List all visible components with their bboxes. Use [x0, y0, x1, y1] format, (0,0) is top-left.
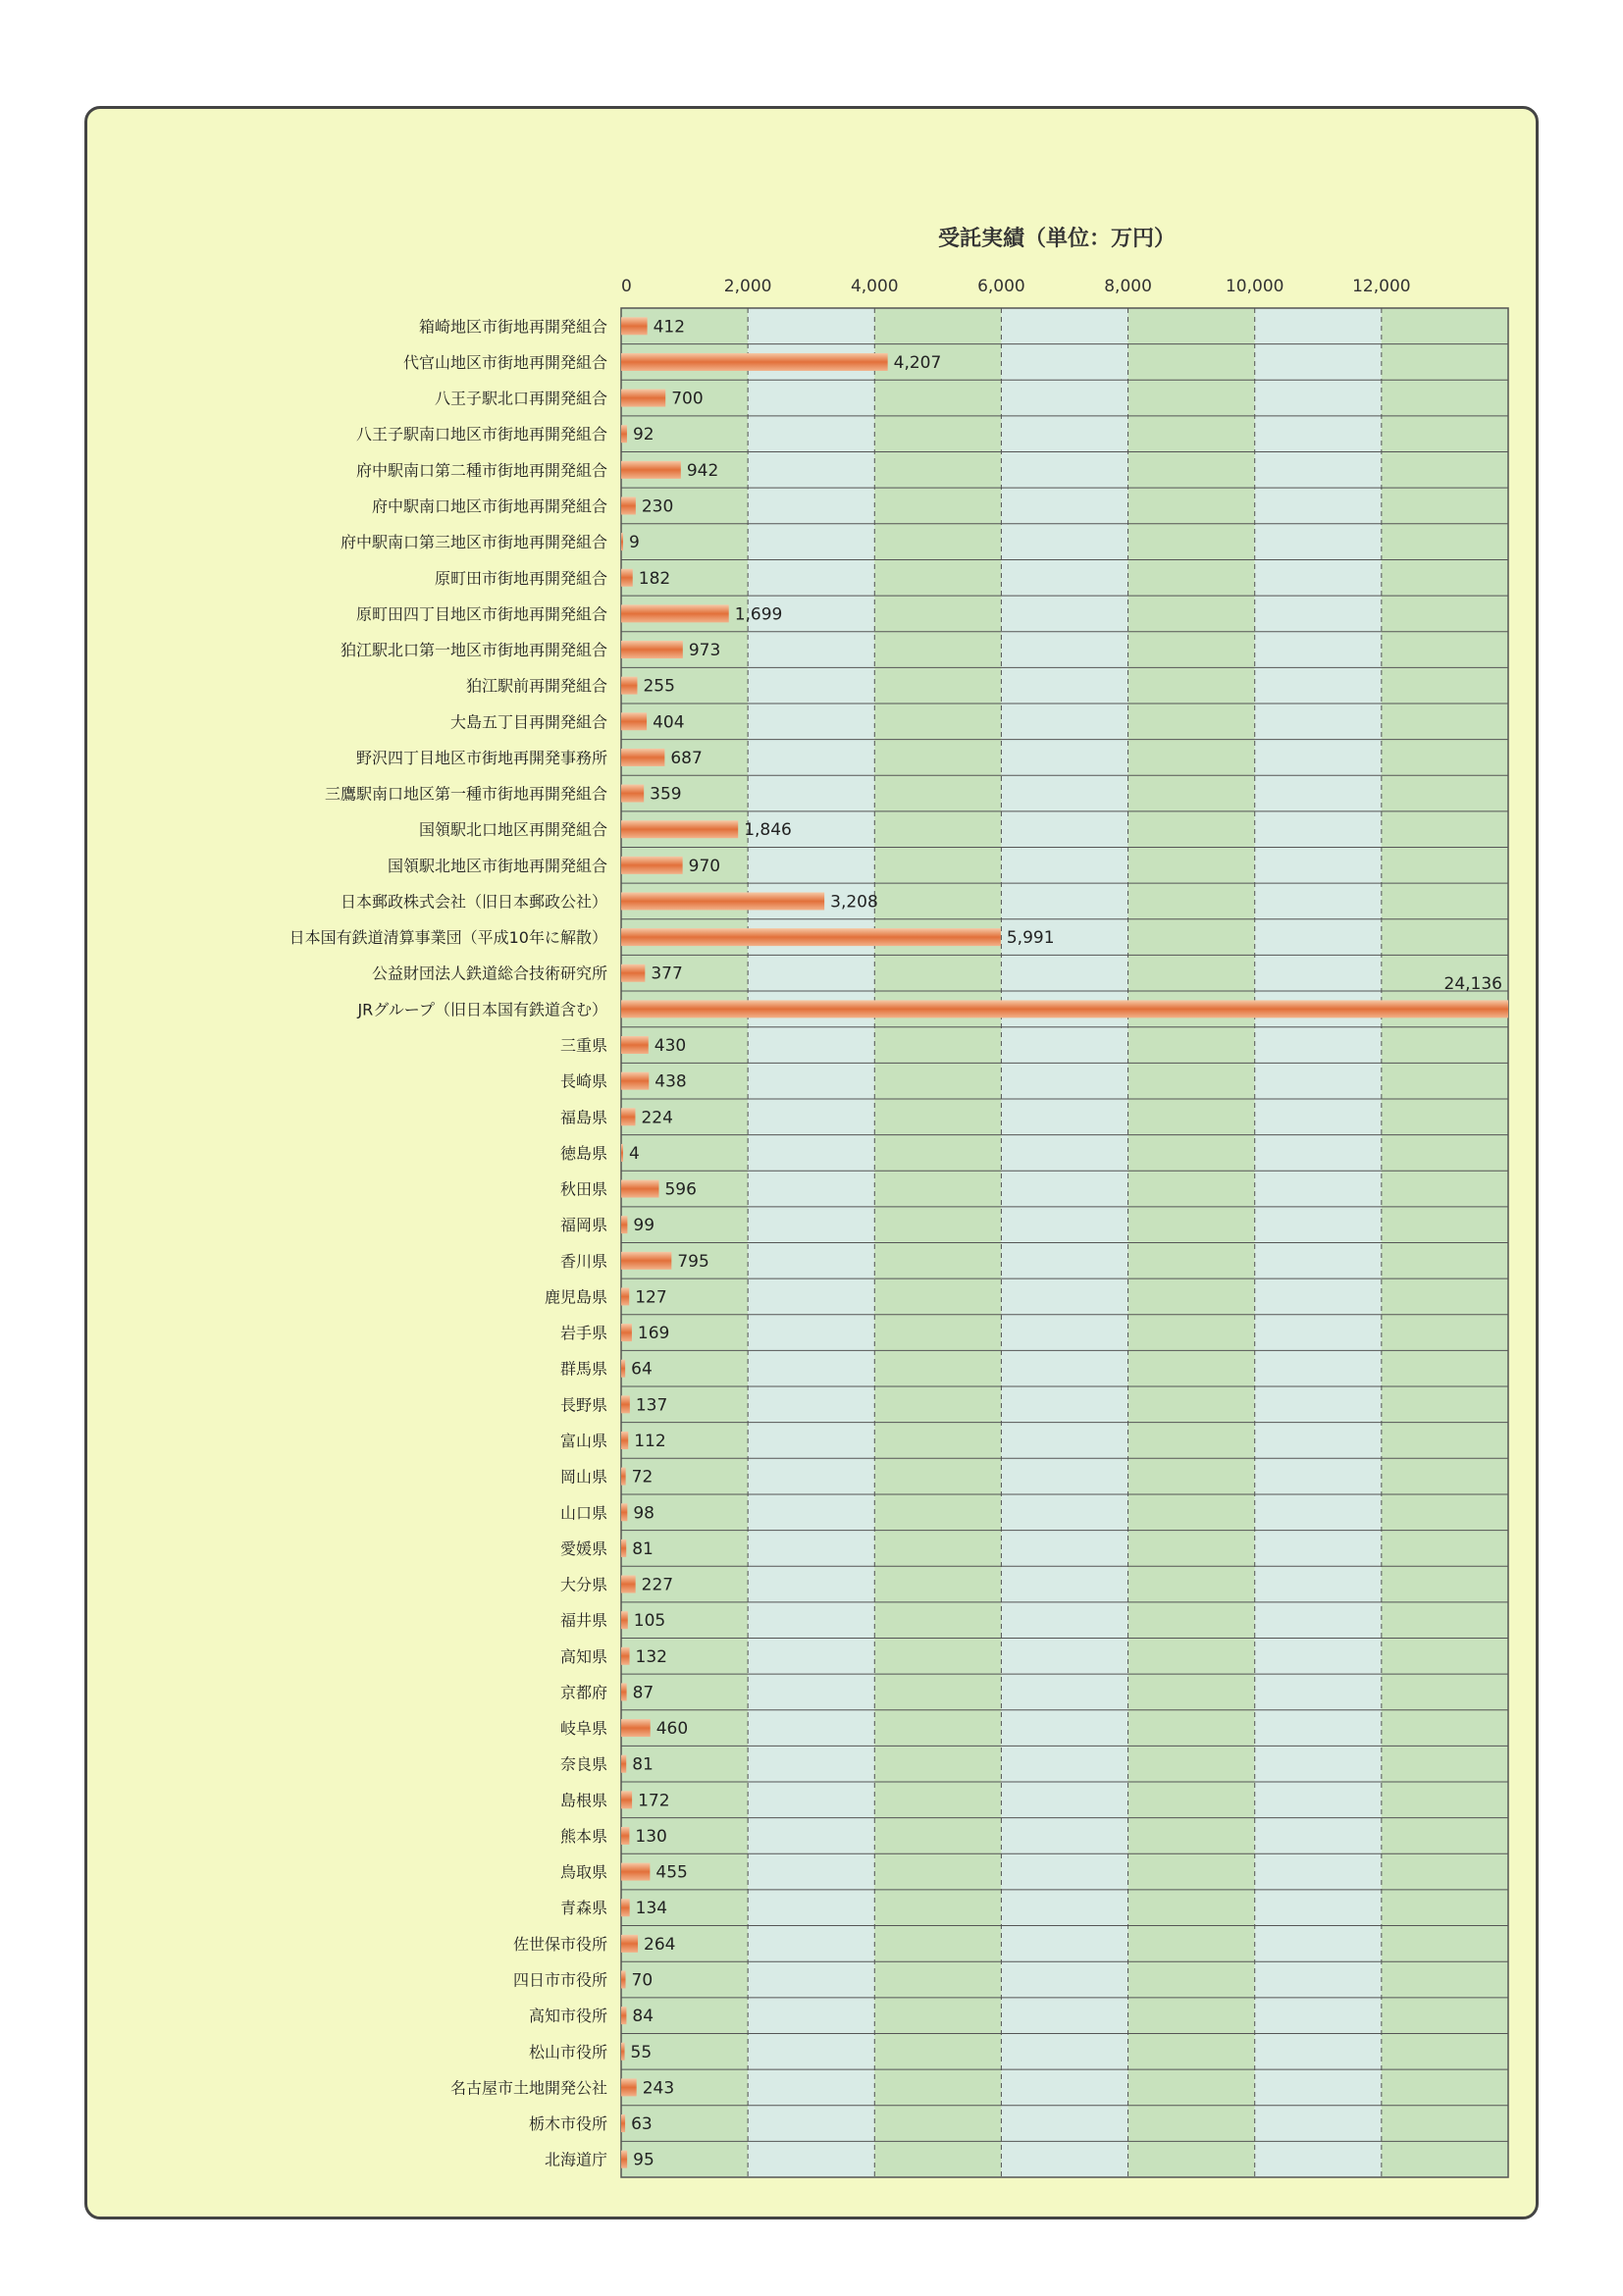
value-label: 87 [632, 1683, 654, 1703]
value-label: 84 [632, 2007, 654, 2027]
value-label: 1,699 [734, 604, 783, 625]
category-label: 奈良県 [559, 1754, 607, 1774]
category-label: 栃木市役所 [528, 2114, 607, 2134]
value-label: 81 [632, 1754, 654, 1775]
value-label: 98 [633, 1503, 654, 1524]
category-label: 日本国有鉄道清算事業団（平成10年に解散） [288, 928, 607, 948]
bar [621, 1287, 629, 1305]
bar [621, 1108, 635, 1125]
value-label: 970 [688, 856, 721, 876]
value-label: 72 [631, 1467, 654, 1487]
category-label: 高知県 [559, 1646, 607, 1666]
category-label: 岐阜県 [559, 1719, 607, 1739]
category-label: 三重県 [559, 1036, 607, 1056]
category-label: 国領駅北口地区再開発組合 [418, 820, 607, 840]
value-label: 99 [633, 1216, 655, 1236]
bar [621, 1647, 630, 1665]
bar [621, 604, 729, 622]
value-label: 230 [641, 496, 674, 517]
bar [621, 1072, 649, 1090]
x-tick-label: 12,000 [1352, 277, 1411, 296]
category-label: 鳥取県 [559, 1862, 607, 1882]
bar [621, 857, 683, 874]
value-label: 95 [633, 2150, 654, 2170]
bar [621, 1683, 627, 1700]
value-label: 438 [654, 1071, 687, 1092]
value-label: 9 [629, 533, 640, 553]
bar [621, 1539, 626, 1557]
category-label: 府中駅南口第三地区市街地再開発組合 [340, 533, 607, 552]
bar [621, 1791, 632, 1808]
category-label: 山口県 [559, 1503, 607, 1523]
value-label: 130 [635, 1826, 667, 1847]
category-label: 島根県 [559, 1791, 607, 1810]
bar [621, 820, 738, 838]
category-label: 京都府 [559, 1683, 607, 1702]
category-label: 愛媛県 [559, 1539, 607, 1558]
category-label: 八王子駅南口地区市街地再開発組合 [355, 425, 607, 444]
bar [621, 749, 664, 766]
category-label: 長野県 [559, 1395, 607, 1415]
bar [621, 928, 1001, 946]
bar [621, 1755, 626, 1773]
bar [621, 1719, 651, 1737]
value-label: 24,136 [1443, 974, 1502, 995]
value-label: 134 [635, 1899, 668, 1919]
bar [621, 1432, 628, 1449]
category-label: 野沢四丁目地区市街地再開発事務所 [355, 748, 607, 767]
value-label: 1,846 [744, 820, 792, 841]
category-label: 松山市役所 [528, 2042, 607, 2061]
category-label: 狛江駅北口第一地区市街地再開発組合 [340, 641, 607, 660]
value-label: 55 [630, 2042, 653, 2062]
value-label: 105 [633, 1611, 666, 1632]
bar [621, 1576, 636, 1593]
category-label: 三鷹駅南口地区第一種市街地再開発組合 [324, 784, 607, 804]
bar [621, 1395, 630, 1413]
category-label: 長崎県 [559, 1071, 607, 1091]
value-label: 455 [655, 1862, 688, 1883]
value-label: 182 [638, 568, 671, 589]
value-label: 4 [629, 1143, 640, 1164]
category-label: 四日市市役所 [512, 1970, 607, 1990]
bar [621, 1252, 671, 1270]
x-tick-label: 2,000 [723, 277, 772, 296]
category-label: 岩手県 [559, 1324, 607, 1343]
value-label: 255 [643, 676, 675, 697]
bar [621, 1000, 1508, 1018]
category-label: 原町田四丁目地区市街地再開発組合 [355, 604, 607, 624]
bar [621, 390, 665, 407]
value-label: 64 [631, 1359, 653, 1380]
value-label: 412 [653, 317, 686, 338]
category-label: 大分県 [559, 1575, 607, 1594]
category-label: 名古屋市土地開発公社 [449, 2078, 607, 2098]
x-axis-ticks [621, 277, 1411, 296]
x-tick-label: 8,000 [1104, 277, 1152, 296]
bar [621, 712, 647, 730]
value-label: 795 [677, 1251, 709, 1272]
value-label: 137 [635, 1395, 668, 1416]
value-label: 227 [641, 1575, 674, 1595]
value-label: 127 [635, 1287, 667, 1308]
x-tick-label: 6,000 [977, 277, 1025, 296]
category-label: 熊本県 [559, 1826, 607, 1846]
bar [621, 641, 683, 658]
bar [621, 2078, 637, 2096]
value-label: 112 [634, 1431, 666, 1451]
category-label: 福岡県 [559, 1216, 607, 1235]
chart-title: 受託実績（単位：万円） [937, 227, 1177, 251]
bar [621, 1180, 658, 1198]
category-label: 日本郵政株式会社（旧日本郵政公社） [340, 892, 607, 912]
category-label: 群馬県 [559, 1359, 607, 1379]
bar [621, 785, 644, 803]
category-label: 代官山地区市街地再開発組合 [402, 352, 607, 372]
category-label: 青森県 [559, 1899, 607, 1918]
category-label: 府中駅南口地区市街地再開発組合 [371, 496, 607, 516]
category-label: 国領駅北地区市街地再開発組合 [387, 856, 607, 875]
category-label: 北海道庁 [544, 2150, 607, 2169]
value-label: 687 [670, 748, 703, 768]
value-label: 132 [635, 1646, 667, 1667]
bar [621, 1036, 649, 1054]
value-label: 377 [651, 964, 683, 984]
category-label: 高知市役所 [528, 2007, 607, 2026]
x-tick-label: 4,000 [850, 277, 899, 296]
value-label: 243 [642, 2078, 675, 2099]
bar [621, 1935, 638, 1953]
value-label: 169 [637, 1324, 670, 1344]
bar [621, 317, 648, 335]
category-label: 香川県 [559, 1251, 607, 1271]
value-label: 92 [632, 425, 654, 445]
bar [621, 1503, 627, 1521]
bar [621, 2114, 625, 2132]
value-label: 596 [664, 1179, 697, 1200]
category-label: 徳島県 [559, 1143, 607, 1163]
category-label: 福井県 [559, 1611, 607, 1631]
bar [621, 461, 681, 479]
category-label: 狛江駅前再開発組合 [465, 676, 607, 696]
value-label: 224 [641, 1108, 673, 1128]
bar [621, 2151, 627, 2168]
category-label: 箱崎地区市街地再開発組合 [418, 317, 607, 337]
bar [621, 2043, 625, 2061]
value-label: 404 [653, 712, 685, 733]
category-labels [289, 317, 607, 2168]
category-label: 秋田県 [559, 1179, 607, 1199]
value-label: 460 [655, 1719, 689, 1740]
value-label: 81 [632, 1539, 654, 1559]
value-label: 63 [631, 2114, 653, 2135]
value-label: 700 [671, 389, 704, 409]
bar [621, 2007, 626, 2024]
value-label: 70 [631, 1970, 654, 1991]
category-label: 福島県 [559, 1108, 607, 1127]
value-label: 5,991 [1006, 928, 1055, 949]
value-label: 172 [638, 1791, 670, 1811]
bar [621, 1144, 623, 1162]
category-label: JRグループ（旧日本国有鉄道含む） [357, 1000, 607, 1019]
bar [621, 533, 623, 550]
bar [621, 1360, 625, 1378]
value-label: 973 [688, 641, 721, 661]
bar [621, 892, 824, 910]
value-label: 4,207 [893, 352, 942, 373]
category-label: 大島五丁目再開発組合 [449, 712, 607, 732]
bar [621, 1324, 632, 1341]
value-label: 264 [644, 1934, 676, 1955]
category-label: 八王子駅北口再開発組合 [434, 389, 607, 408]
bar [621, 496, 636, 514]
category-label: 岡山県 [559, 1467, 607, 1487]
bar [621, 965, 645, 982]
bar [621, 1863, 650, 1881]
bar [621, 1971, 626, 1989]
bar [621, 677, 637, 695]
category-label: 鹿児島県 [544, 1287, 607, 1307]
bar [621, 1827, 629, 1845]
category-label: 佐世保市役所 [512, 1934, 607, 1954]
x-tick-label: 0 [621, 277, 632, 296]
x-tick-label: 10,000 [1225, 277, 1284, 296]
bar [621, 569, 633, 587]
bar [621, 353, 888, 371]
category-label: 公益財団法人鉄道総合技術研究所 [371, 964, 607, 983]
value-label: 942 [686, 460, 719, 481]
bar [621, 1468, 626, 1486]
bar [621, 1899, 630, 1916]
category-label: 原町田市街地再開発組合 [434, 568, 607, 588]
bar [621, 425, 627, 443]
category-label: 府中駅南口第二種市街地再開発組合 [355, 460, 607, 480]
bar [621, 1611, 628, 1629]
bar [621, 1216, 627, 1233]
value-label: 3,208 [830, 892, 878, 913]
value-label: 430 [654, 1036, 687, 1057]
category-label: 富山県 [559, 1431, 607, 1450]
value-label: 359 [650, 784, 682, 805]
